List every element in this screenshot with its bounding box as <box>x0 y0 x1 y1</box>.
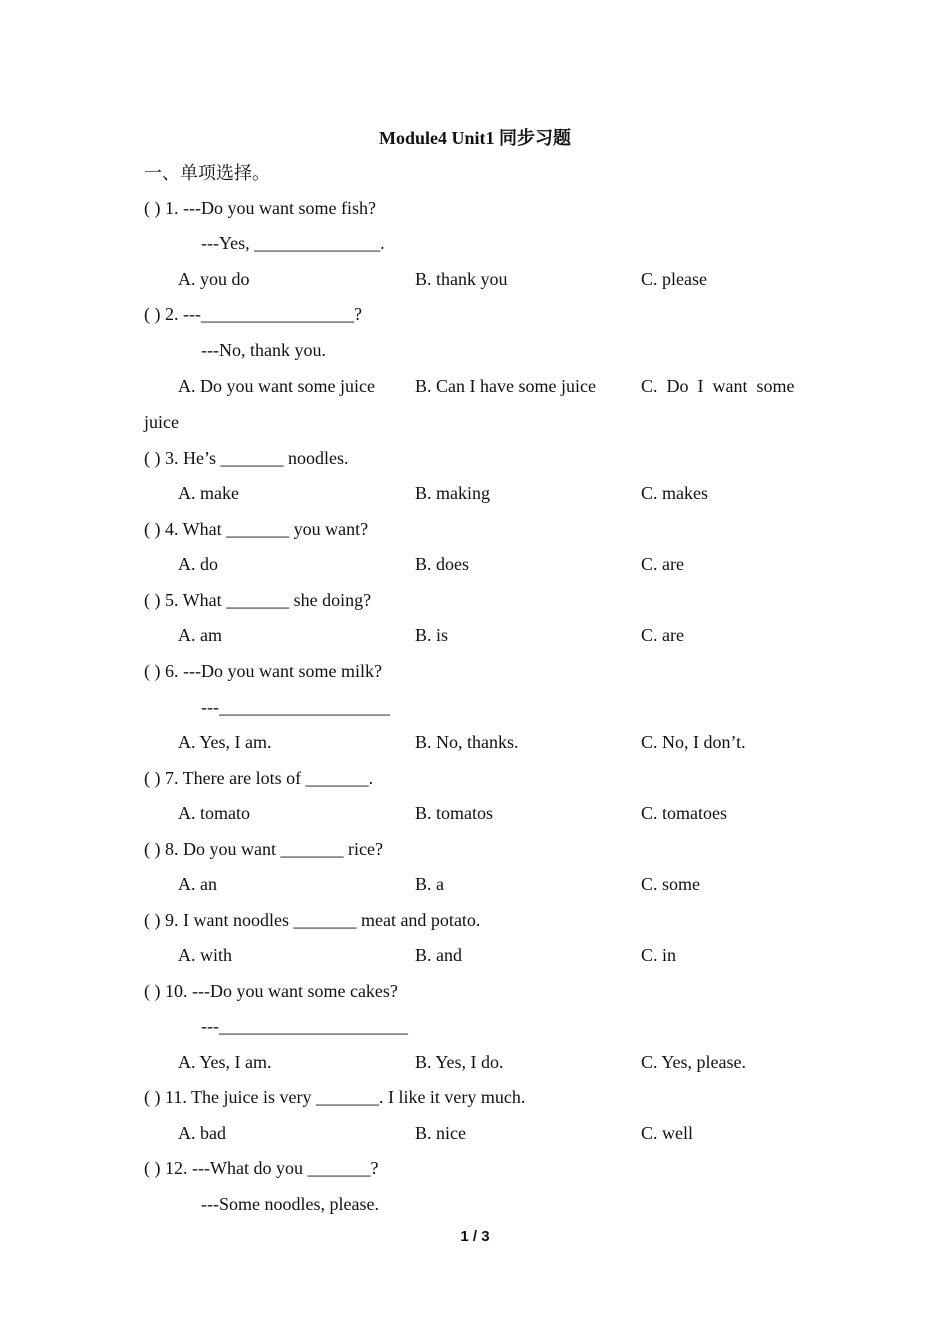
question-6-reply: ---___________________ <box>201 697 390 717</box>
question-11-option-c: C. well <box>641 1123 693 1143</box>
question-8-option-b: B. a <box>415 874 444 894</box>
question-7: ( ) 7. There are lots of _______. <box>144 768 374 788</box>
question-12-reply: ---Some noodles, please. <box>201 1194 379 1214</box>
question-11-option-a: A. bad <box>178 1123 226 1143</box>
question-4-option-b: B. does <box>415 554 469 574</box>
section-heading: 一、单项选择。 <box>144 163 270 183</box>
question-2-option-a: A. Do you want some juice <box>178 376 375 396</box>
question-3: ( ) 3. He’s _______ noodles. <box>144 448 349 468</box>
question-9: ( ) 9. I want noodles _______ meat and potato. <box>144 910 481 930</box>
page-title: Module4 Unit1 同步习题 <box>378 128 571 148</box>
question-11: ( ) 11. The juice is very _______. I like it very much. <box>144 1087 526 1107</box>
question-7-option-c: C. tomatoes <box>641 803 727 823</box>
question-1-option-b: B. thank you <box>415 269 508 289</box>
question-2: ( ) 2. ---_________________? <box>144 304 362 324</box>
question-3-option-b: B. making <box>415 483 490 503</box>
question-10-reply: ---_____________________ <box>201 1016 408 1036</box>
question-2-option-c-wrap: juice <box>144 412 179 432</box>
question-10-option-b: B. Yes, I do. <box>415 1052 504 1072</box>
page-number: 1 / 3 <box>460 1228 490 1245</box>
question-6-option-a: A. Yes, I am. <box>178 732 272 752</box>
question-4: ( ) 4. What _______ you want? <box>144 519 369 539</box>
question-10-option-a: A. Yes, I am. <box>178 1052 272 1072</box>
question-1-option-a: A. you do <box>178 269 250 289</box>
question-2-reply: ---No, thank you. <box>201 340 326 360</box>
question-12: ( ) 12. ---What do you _______? <box>144 1158 379 1178</box>
question-1: ( ) 1. ---Do you want some fish? <box>144 198 376 218</box>
question-1-option-c: C. please <box>641 269 707 289</box>
question-6-option-b: B. No, thanks. <box>415 732 519 752</box>
question-10: ( ) 10. ---Do you want some cakes? <box>144 981 398 1001</box>
question-11-option-b: B. nice <box>415 1123 466 1143</box>
question-4-option-a: A. do <box>178 554 218 574</box>
question-2-option-b: B. Can I have some juice <box>415 376 596 396</box>
question-2-option-c: C. Do I want some <box>641 376 795 396</box>
question-6: ( ) 6. ---Do you want some milk? <box>144 661 382 681</box>
question-5: ( ) 5. What _______ she doing? <box>144 590 372 610</box>
question-10-option-c: C. Yes, please. <box>641 1052 747 1072</box>
question-4-option-c: C. are <box>641 554 684 574</box>
question-5-option-a: A. am <box>178 625 222 645</box>
question-8-option-a: A. an <box>178 874 217 894</box>
question-9-option-c: C. in <box>641 945 677 965</box>
question-6-option-c: C. No, I don’t. <box>641 732 746 752</box>
question-5-option-c: C. are <box>641 625 684 645</box>
question-9-option-a: A. with <box>178 945 232 965</box>
question-3-option-a: A. make <box>178 483 239 503</box>
question-8: ( ) 8. Do you want _______ rice? <box>144 839 383 859</box>
question-8-option-c: C. some <box>641 874 701 894</box>
question-1-reply: ---Yes, ______________. <box>201 233 385 253</box>
question-3-option-c: C. makes <box>641 483 708 503</box>
question-7-option-b: B. tomatos <box>415 803 494 823</box>
question-5-option-b: B. is <box>415 625 449 645</box>
question-9-option-b: B. and <box>415 945 462 965</box>
question-7-option-a: A. tomato <box>178 803 250 823</box>
